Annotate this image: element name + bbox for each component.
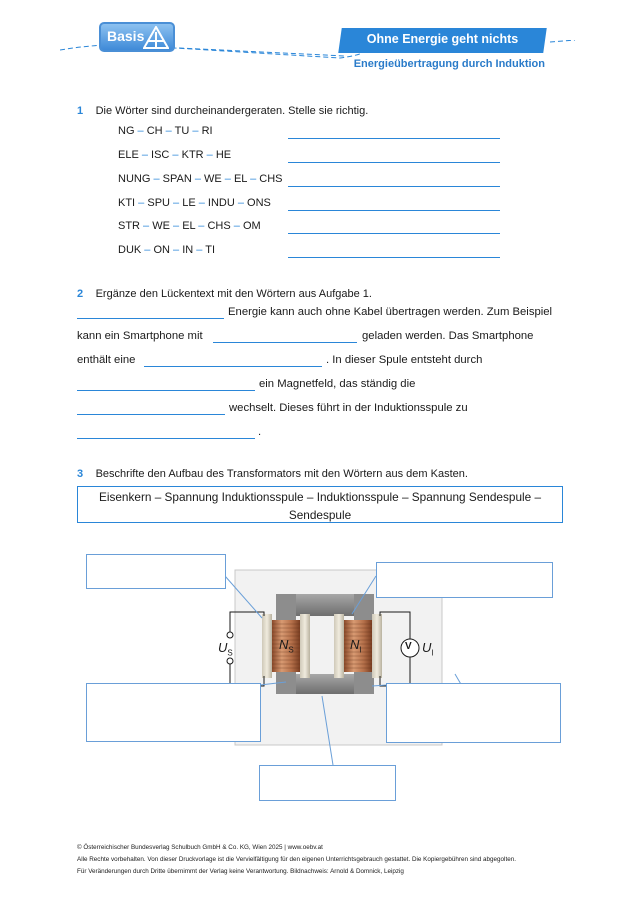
separator-dash: – bbox=[221, 173, 234, 185]
word-box-line-1: Eisenkern – Spannung Induktionsspule – Induktionsspule – Spannung Sendespule – bbox=[98, 490, 542, 504]
syllable: ON bbox=[153, 244, 170, 256]
scramble-item bbox=[118, 125, 213, 137]
syllable: NUNG bbox=[118, 173, 151, 185]
syllable: NG bbox=[118, 125, 135, 137]
voltmeter-label: V bbox=[405, 641, 412, 652]
syllable: ELE bbox=[118, 149, 139, 161]
scramble-item bbox=[118, 244, 215, 256]
syllable: DUK bbox=[118, 244, 142, 256]
cloze-text-7: wechselt. Dieses führt in der Induktionsspule zu bbox=[229, 402, 468, 414]
gap-field-5[interactable] bbox=[77, 414, 225, 415]
page-title: Ohne Energie geht nichts bbox=[366, 32, 519, 46]
syllable: IN bbox=[182, 244, 194, 256]
syllable: WE bbox=[204, 173, 222, 185]
label-us bbox=[218, 640, 233, 658]
separator-dash: – bbox=[135, 197, 148, 209]
cloze-text-4: enthält eine bbox=[77, 354, 136, 366]
gap-field-1[interactable] bbox=[77, 318, 224, 319]
syllable: WE bbox=[152, 220, 170, 232]
separator-dash: – bbox=[193, 244, 206, 256]
label-ui bbox=[422, 640, 434, 658]
separator-dash: – bbox=[203, 149, 216, 161]
footer-rights: Alle Rechte vorbehalten. Von dieser Druckvorlage ist die Vervielfältigung für den eigenen Unterrichtsgebrauch gestattet. Die Kopiergebühren sind abgegolten. bbox=[77, 856, 516, 863]
separator-dash: – bbox=[150, 173, 163, 185]
answer-field[interactable] bbox=[288, 162, 500, 163]
syllable: INDU bbox=[207, 197, 235, 209]
separator-dash: – bbox=[134, 125, 147, 137]
separator-dash: – bbox=[195, 220, 208, 232]
scramble-item bbox=[118, 220, 261, 232]
syllable: SPU bbox=[147, 197, 170, 209]
scramble-item bbox=[118, 149, 231, 161]
label-ns bbox=[279, 637, 294, 655]
answer-field[interactable] bbox=[288, 138, 500, 139]
syllable: KTR bbox=[181, 149, 204, 161]
word-box bbox=[77, 486, 563, 523]
scramble-item bbox=[118, 197, 271, 209]
label-ui-symbol: U bbox=[422, 640, 432, 655]
answer-field[interactable] bbox=[288, 210, 500, 211]
separator-dash: – bbox=[189, 125, 202, 137]
task1-instruction: Die Wörter sind durcheinandergeraten. Stelle sie richtig. bbox=[95, 105, 369, 117]
label-us-sub: S bbox=[227, 648, 233, 658]
label-us-symbol: U bbox=[218, 640, 228, 655]
page-subtitle: Energieübertragung durch Induktion bbox=[353, 58, 545, 70]
separator-dash: – bbox=[141, 244, 154, 256]
label-ns-symbol: N bbox=[279, 637, 289, 652]
syllable: TU bbox=[174, 125, 190, 137]
separator-dash: – bbox=[162, 125, 175, 137]
syllable: ISC bbox=[151, 149, 170, 161]
cloze-text-5: . In dieser Spule entsteht durch bbox=[326, 354, 483, 366]
separator-dash: – bbox=[195, 197, 208, 209]
task3-heading bbox=[77, 464, 468, 482]
label-box-top-right[interactable] bbox=[376, 562, 553, 598]
syllable: OM bbox=[242, 220, 261, 232]
separator-dash: – bbox=[169, 220, 183, 232]
syllable: TI bbox=[205, 244, 216, 256]
label-box-top-left[interactable] bbox=[86, 554, 226, 589]
label-ns-sub: S bbox=[288, 645, 294, 655]
syllable: ONS bbox=[247, 197, 271, 209]
syllable: KTI bbox=[118, 197, 136, 209]
label-ui-sub: I bbox=[431, 648, 434, 658]
syllable: CHS bbox=[207, 220, 231, 232]
cloze-text-3: geladen werden. Das Smartphone bbox=[362, 330, 534, 342]
footer-copyright: © Österreichischer Bundesverlag Schulbuch GmbH & Co. KG, Wien 2025 | www.oebv.at bbox=[77, 844, 323, 851]
label-ni-sub: I bbox=[359, 645, 362, 655]
answer-field[interactable] bbox=[288, 233, 500, 234]
basis-logo: Basis bbox=[99, 22, 175, 52]
label-box-bottom[interactable] bbox=[259, 765, 396, 801]
separator-dash: – bbox=[247, 173, 260, 185]
answer-field[interactable] bbox=[288, 186, 500, 187]
syllable: HE bbox=[215, 149, 232, 161]
cloze-text-2: kann ein Smartphone mit bbox=[77, 330, 203, 342]
label-ni-symbol: N bbox=[350, 637, 360, 652]
task2-heading bbox=[77, 284, 372, 302]
syllable: LE bbox=[182, 197, 196, 209]
answer-field[interactable] bbox=[288, 257, 500, 258]
task3-instruction: Beschrifte den Aufbau des Transformators mit den Wörtern aus dem Kasten. bbox=[95, 468, 468, 480]
separator-dash: – bbox=[234, 197, 248, 209]
separator-dash: – bbox=[230, 220, 243, 232]
label-ni bbox=[350, 637, 362, 655]
task1-heading bbox=[77, 101, 368, 119]
separator-dash: – bbox=[138, 149, 152, 161]
label-box-middle-left[interactable] bbox=[86, 683, 261, 742]
syllable: CH bbox=[146, 125, 163, 137]
task2-instruction: Ergänze den Lückentext mit den Wörtern aus Aufgabe 1. bbox=[95, 288, 372, 300]
gap-field-2[interactable] bbox=[213, 342, 357, 343]
task3-number: 3 bbox=[77, 468, 84, 480]
footer-credits: Für Veränderungen durch Dritte übernimmt der Verlag keine Verantwortung. Bildnachweis: Arnold & Domnick, Leipzig bbox=[77, 868, 404, 875]
separator-dash: – bbox=[169, 197, 183, 209]
label-box-middle-right[interactable] bbox=[386, 683, 561, 743]
scramble-item bbox=[118, 173, 282, 185]
cloze-text-8: . bbox=[258, 426, 262, 438]
gap-field-6[interactable] bbox=[77, 438, 255, 439]
syllable: STR bbox=[118, 220, 140, 232]
separator-dash: – bbox=[191, 173, 204, 185]
syllable: SPAN bbox=[162, 173, 192, 185]
task2-number: 2 bbox=[77, 288, 84, 300]
separator-dash: – bbox=[140, 220, 153, 232]
separator-dash: – bbox=[169, 244, 183, 256]
syllable: EL bbox=[233, 173, 248, 185]
syllable: EL bbox=[182, 220, 196, 232]
word-box-line-2: Sendespule bbox=[288, 508, 352, 522]
cloze-text-6: ein Magnetfeld, das ständig die bbox=[259, 378, 416, 390]
cloze-text-1: Energie kann auch ohne Kabel übertragen werden. Zum Beispiel bbox=[228, 306, 553, 318]
task1-number: 1 bbox=[77, 105, 84, 117]
syllable: CHS bbox=[259, 173, 283, 185]
triangle-logo-icon bbox=[143, 26, 169, 50]
gap-field-3[interactable] bbox=[144, 366, 322, 367]
separator-dash: – bbox=[169, 149, 182, 161]
gap-field-4[interactable] bbox=[77, 390, 255, 391]
syllable: RI bbox=[201, 125, 213, 137]
